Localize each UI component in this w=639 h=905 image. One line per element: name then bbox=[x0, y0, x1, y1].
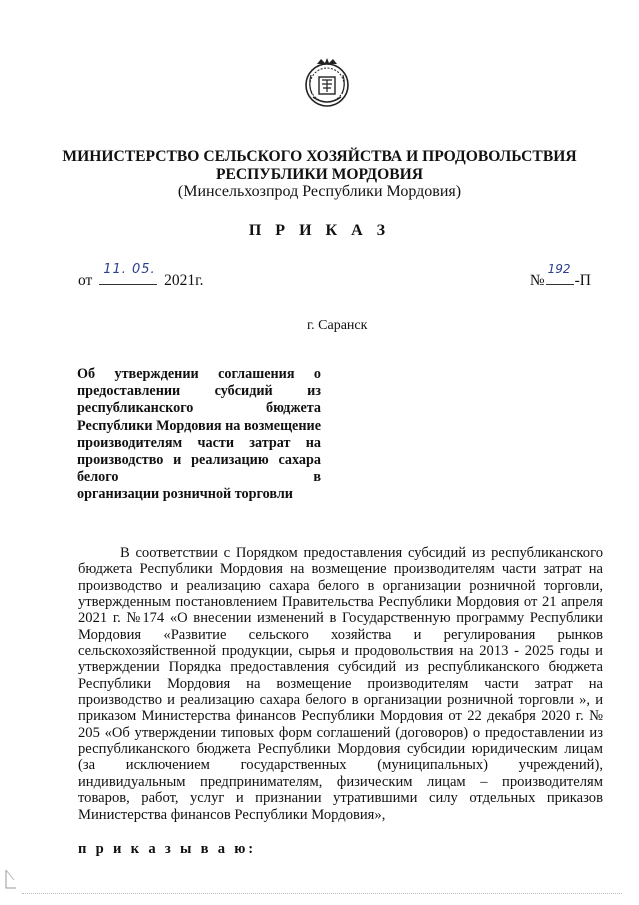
date-prefix: от bbox=[78, 272, 93, 289]
subject-text: Об утверждении соглашения о предоставлении субсидий из республиканского бюджета Республики Мордовия на возмещение производителям части затрат на производство и реализацию сахара белого в bbox=[77, 366, 321, 486]
order-subject bbox=[77, 366, 321, 504]
date-blank bbox=[99, 262, 157, 285]
ministry-short-name: (Минсельхозпрод Республики Мордовия) bbox=[177, 183, 462, 200]
order-title: П Р И К А З bbox=[248, 222, 391, 239]
number-blank bbox=[546, 262, 574, 285]
order-date bbox=[78, 262, 204, 290]
order-number bbox=[529, 262, 591, 290]
bottom-edge-line bbox=[22, 893, 622, 894]
subject-last-line: организации розничной торговли bbox=[77, 486, 293, 503]
number-suffix: -П bbox=[574, 272, 591, 289]
preamble-paragraph: В соответствии с Порядком предоставления субсидий из республиканского бюджета Республики Мордовия на возмещение производителям части затрат на производство и реализацию сахара белого в организации розничной торговли, утвержденным постановлением Правительства Республики Мордовия от 21 апреля 2021 г. №174 «О внесении изменений в Государственную программу Республики Мордовия «Развитие сельского хозяйства и регулирования рынков сельскохозяйственной продукции, сырья и продовольствия на 2013 - 2025 годы и утверждении Порядка предоставления субсидий из республиканского бюджета Республики Мордовия на возмещение производителям части затрат на производство и реализацию сахара белого в организации розничной торговли », и приказом Министерства финансов Республики Мордовия от 22 декабря 2020 г. № 205 «Об утверждении типовых форм соглашений (договоров) о предоставлении из республиканского бюджета Республики Мордовия субсидии юридическим лицам (за исключением государственных (муниципальных) учреждений), индивидуальным предпринимателям, физическим лицам – производителям товаров, работ, услуг и признании утратившими силу отдельных приказов Министерства финансов Республики Мордовия», bbox=[78, 545, 603, 823]
coat-of-arms-icon bbox=[303, 57, 351, 111]
date-year: 2021г. bbox=[164, 272, 204, 289]
decree-phrase: п р и к а з ы в а ю: bbox=[78, 841, 256, 857]
page-corner-mark bbox=[4, 868, 18, 890]
number-prefix: № bbox=[529, 272, 545, 289]
city-name: г. Саранск bbox=[307, 318, 368, 333]
handwritten-number: 192 bbox=[547, 262, 571, 276]
handwritten-date: 11. 05. bbox=[103, 262, 156, 277]
ministry-name: МИНИСТЕРСТВО СЕЛЬСКОГО ХОЗЯЙСТВА И ПРОДОВОЛЬСТВИЯ РЕСПУБЛИКИ МОРДОВИЯ bbox=[62, 148, 577, 183]
